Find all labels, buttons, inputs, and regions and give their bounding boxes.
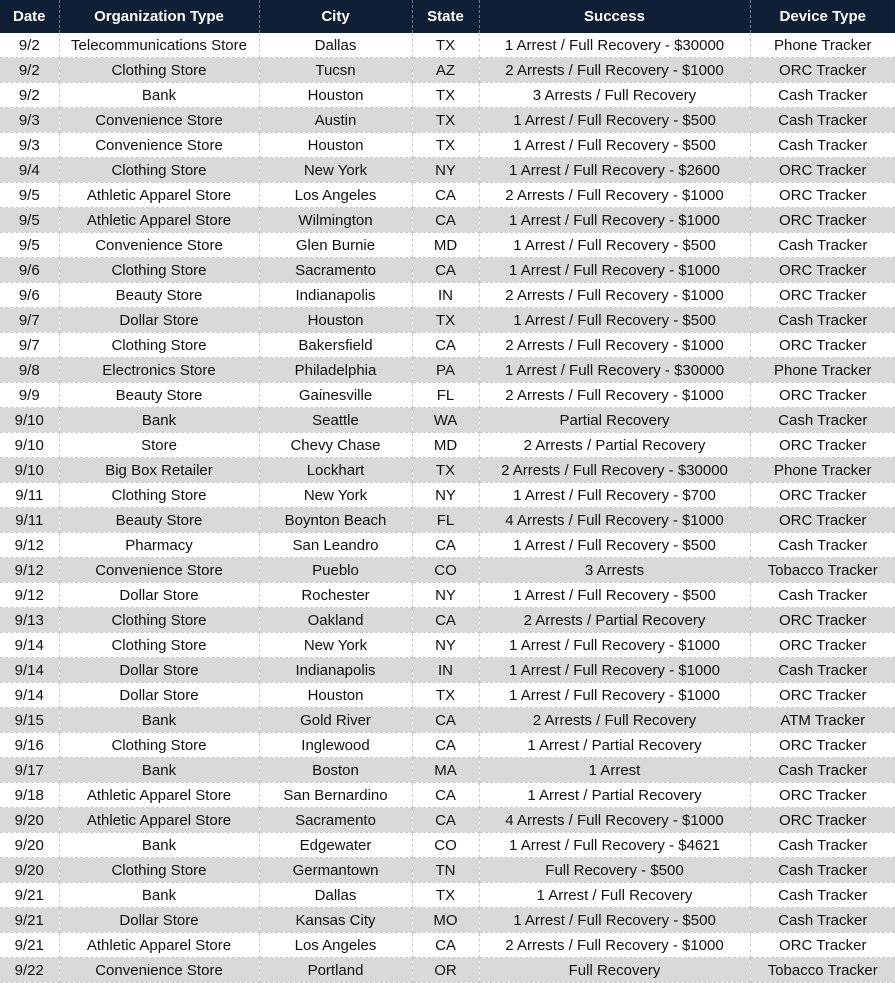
device-type-cell: ORC Tracker xyxy=(750,258,895,283)
city-cell: Los Angeles xyxy=(259,183,412,208)
header-date: Date xyxy=(0,0,59,33)
state-cell: AZ xyxy=(412,58,479,83)
device-type-cell: ORC Tracker xyxy=(750,808,895,833)
device-type-cell: Cash Tracker xyxy=(750,408,895,433)
table-body xyxy=(0,33,895,983)
organization-type-cell: Dollar Store xyxy=(59,658,259,683)
device-type-cell: Cash Tracker xyxy=(750,858,895,883)
date-cell: 9/2 xyxy=(0,58,59,83)
organization-type-cell: Bank xyxy=(59,883,259,908)
device-type-cell: Phone Tracker xyxy=(750,33,895,58)
success-cell: 1 Arrest / Full Recovery - $500 xyxy=(479,133,750,158)
success-cell: 2 Arrests / Full Recovery - $30000 xyxy=(479,458,750,483)
device-type-cell: ORC Tracker xyxy=(750,333,895,358)
success-cell: 1 Arrest xyxy=(479,758,750,783)
table-row xyxy=(0,633,895,658)
city-cell: Houston xyxy=(259,133,412,158)
device-type-cell: ORC Tracker xyxy=(750,508,895,533)
table-row xyxy=(0,58,895,83)
state-cell: CO xyxy=(412,833,479,858)
table-row xyxy=(0,158,895,183)
table-row xyxy=(0,658,895,683)
date-cell: 9/7 xyxy=(0,308,59,333)
table-row xyxy=(0,33,895,58)
device-type-cell: Phone Tracker xyxy=(750,358,895,383)
organization-type-cell: Convenience Store xyxy=(59,133,259,158)
table-row xyxy=(0,708,895,733)
date-cell: 9/10 xyxy=(0,408,59,433)
date-cell: 9/12 xyxy=(0,533,59,558)
state-cell: TX xyxy=(412,883,479,908)
state-cell: NY xyxy=(412,583,479,608)
table-row xyxy=(0,233,895,258)
state-cell: WA xyxy=(412,408,479,433)
device-type-cell: ORC Tracker xyxy=(750,208,895,233)
state-cell: CA xyxy=(412,208,479,233)
table-row xyxy=(0,808,895,833)
city-cell: Gainesville xyxy=(259,383,412,408)
device-type-cell: ORC Tracker xyxy=(750,783,895,808)
city-cell: Seattle xyxy=(259,408,412,433)
organization-type-cell: Dollar Store xyxy=(59,908,259,933)
device-type-cell: Phone Tracker xyxy=(750,458,895,483)
state-cell: CA xyxy=(412,183,479,208)
device-type-cell: ORC Tracker xyxy=(750,733,895,758)
state-cell: FL xyxy=(412,508,479,533)
state-cell: TX xyxy=(412,458,479,483)
state-cell: CA xyxy=(412,808,479,833)
organization-type-cell: Athletic Apparel Store xyxy=(59,183,259,208)
device-type-cell: Cash Tracker xyxy=(750,83,895,108)
date-cell: 9/5 xyxy=(0,183,59,208)
organization-type-cell: Bank xyxy=(59,833,259,858)
header-state: State xyxy=(412,0,479,33)
state-cell: CA xyxy=(412,533,479,558)
city-cell: Sacramento xyxy=(259,808,412,833)
date-cell: 9/11 xyxy=(0,483,59,508)
success-cell: 1 Arrest / Full Recovery - $1000 xyxy=(479,633,750,658)
organization-type-cell: Bank xyxy=(59,758,259,783)
organization-type-cell: Convenience Store xyxy=(59,958,259,983)
organization-type-cell: Store xyxy=(59,433,259,458)
success-cell: 2 Arrests / Full Recovery - $1000 xyxy=(479,383,750,408)
device-type-cell: Cash Tracker xyxy=(750,758,895,783)
state-cell: CA xyxy=(412,933,479,958)
state-cell: CA xyxy=(412,783,479,808)
state-cell: PA xyxy=(412,358,479,383)
table-row xyxy=(0,858,895,883)
city-cell: San Leandro xyxy=(259,533,412,558)
success-cell: 2 Arrests / Full Recovery xyxy=(479,708,750,733)
device-type-cell: ORC Tracker xyxy=(750,183,895,208)
organization-type-cell: Pharmacy xyxy=(59,533,259,558)
state-cell: IN xyxy=(412,283,479,308)
organization-type-cell: Convenience Store xyxy=(59,233,259,258)
device-type-cell: ATM Tracker xyxy=(750,708,895,733)
device-type-cell: Cash Tracker xyxy=(750,883,895,908)
table-row xyxy=(0,83,895,108)
state-cell: TX xyxy=(412,308,479,333)
city-cell: Pueblo xyxy=(259,558,412,583)
organization-type-cell: Athletic Apparel Store xyxy=(59,208,259,233)
table-row xyxy=(0,533,895,558)
organization-type-cell: Convenience Store xyxy=(59,558,259,583)
organization-type-cell: Beauty Store xyxy=(59,383,259,408)
success-cell: 1 Arrest / Full Recovery - $30000 xyxy=(479,33,750,58)
table-row xyxy=(0,483,895,508)
city-cell: New York xyxy=(259,633,412,658)
success-cell: 1 Arrest / Full Recovery - $30000 xyxy=(479,358,750,383)
city-cell: Lockhart xyxy=(259,458,412,483)
success-cell: 2 Arrests / Partial Recovery xyxy=(479,433,750,458)
header-city: City xyxy=(259,0,412,33)
table-row xyxy=(0,558,895,583)
success-cell: Full Recovery xyxy=(479,958,750,983)
city-cell: Rochester xyxy=(259,583,412,608)
table-row xyxy=(0,183,895,208)
device-type-cell: ORC Tracker xyxy=(750,683,895,708)
date-cell: 9/4 xyxy=(0,158,59,183)
date-cell: 9/6 xyxy=(0,258,59,283)
state-cell: CA xyxy=(412,333,479,358)
table-row xyxy=(0,458,895,483)
city-cell: Chevy Chase xyxy=(259,433,412,458)
city-cell: Houston xyxy=(259,683,412,708)
date-cell: 9/21 xyxy=(0,933,59,958)
success-cell: Partial Recovery xyxy=(479,408,750,433)
organization-type-cell: Clothing Store xyxy=(59,633,259,658)
success-cell: 4 Arrests / Full Recovery - $1000 xyxy=(479,808,750,833)
device-type-cell: Cash Tracker xyxy=(750,908,895,933)
date-cell: 9/20 xyxy=(0,833,59,858)
success-cell: 1 Arrest / Full Recovery - $1000 xyxy=(479,658,750,683)
state-cell: CA xyxy=(412,708,479,733)
device-type-cell: Tobacco Tracker xyxy=(750,958,895,983)
table-row xyxy=(0,358,895,383)
state-cell: CO xyxy=(412,558,479,583)
organization-type-cell: Bank xyxy=(59,708,259,733)
city-cell: Germantown xyxy=(259,858,412,883)
organization-type-cell: Bank xyxy=(59,408,259,433)
date-cell: 9/12 xyxy=(0,583,59,608)
state-cell: TX xyxy=(412,133,479,158)
organization-type-cell: Convenience Store xyxy=(59,108,259,133)
device-type-cell: ORC Tracker xyxy=(750,58,895,83)
organization-type-cell: Clothing Store xyxy=(59,483,259,508)
date-cell: 9/20 xyxy=(0,858,59,883)
header-organization-type: Organization Type xyxy=(59,0,259,33)
table-row xyxy=(0,683,895,708)
city-cell: Oakland xyxy=(259,608,412,633)
success-cell: 1 Arrest / Full Recovery - $1000 xyxy=(479,258,750,283)
city-cell: Indianapolis xyxy=(259,658,412,683)
date-cell: 9/21 xyxy=(0,883,59,908)
date-cell: 9/14 xyxy=(0,683,59,708)
date-cell: 9/5 xyxy=(0,233,59,258)
table-row xyxy=(0,133,895,158)
device-type-cell: ORC Tracker xyxy=(750,158,895,183)
date-cell: 9/21 xyxy=(0,908,59,933)
organization-type-cell: Dollar Store xyxy=(59,583,259,608)
organization-type-cell: Clothing Store xyxy=(59,258,259,283)
date-cell: 9/20 xyxy=(0,808,59,833)
date-cell: 9/9 xyxy=(0,383,59,408)
state-cell: FL xyxy=(412,383,479,408)
city-cell: Wilmington xyxy=(259,208,412,233)
date-cell: 9/8 xyxy=(0,358,59,383)
date-cell: 9/2 xyxy=(0,83,59,108)
date-cell: 9/10 xyxy=(0,433,59,458)
organization-type-cell: Bank xyxy=(59,83,259,108)
table-row xyxy=(0,833,895,858)
success-cell: 2 Arrests / Full Recovery - $1000 xyxy=(479,933,750,958)
organization-type-cell: Athletic Apparel Store xyxy=(59,933,259,958)
state-cell: TX xyxy=(412,108,479,133)
device-type-cell: Cash Tracker xyxy=(750,533,895,558)
success-cell: 1 Arrest / Full Recovery - $500 xyxy=(479,233,750,258)
state-cell: NY xyxy=(412,633,479,658)
organization-type-cell: Clothing Store xyxy=(59,58,259,83)
state-cell: NY xyxy=(412,158,479,183)
state-cell: OR xyxy=(412,958,479,983)
device-type-cell: ORC Tracker xyxy=(750,933,895,958)
table-row xyxy=(0,733,895,758)
device-type-cell: ORC Tracker xyxy=(750,383,895,408)
success-cell: Full Recovery - $500 xyxy=(479,858,750,883)
date-cell: 9/5 xyxy=(0,208,59,233)
device-type-cell: ORC Tracker xyxy=(750,483,895,508)
header-row xyxy=(0,0,895,33)
organization-type-cell: Dollar Store xyxy=(59,683,259,708)
date-cell: 9/17 xyxy=(0,758,59,783)
success-cell: 2 Arrests / Full Recovery - $1000 xyxy=(479,283,750,308)
success-cell: 1 Arrest / Partial Recovery xyxy=(479,783,750,808)
state-cell: TN xyxy=(412,858,479,883)
date-cell: 9/15 xyxy=(0,708,59,733)
city-cell: Boston xyxy=(259,758,412,783)
table-row xyxy=(0,758,895,783)
success-cell: 1 Arrest / Full Recovery xyxy=(479,883,750,908)
city-cell: Sacramento xyxy=(259,258,412,283)
state-cell: MD xyxy=(412,233,479,258)
date-cell: 9/18 xyxy=(0,783,59,808)
table-row xyxy=(0,208,895,233)
state-cell: MA xyxy=(412,758,479,783)
table-row xyxy=(0,308,895,333)
organization-type-cell: Clothing Store xyxy=(59,858,259,883)
success-cell: 1 Arrest / Full Recovery - $2600 xyxy=(479,158,750,183)
success-cell: 2 Arrests / Full Recovery - $1000 xyxy=(479,58,750,83)
table-row xyxy=(0,108,895,133)
device-type-cell: Cash Tracker xyxy=(750,583,895,608)
success-cell: 2 Arrests / Full Recovery - $1000 xyxy=(479,183,750,208)
success-cell: 3 Arrests xyxy=(479,558,750,583)
success-cell: 1 Arrest / Full Recovery - $4621 xyxy=(479,833,750,858)
device-type-cell: Tobacco Tracker xyxy=(750,558,895,583)
table-row xyxy=(0,783,895,808)
city-cell: Philadelphia xyxy=(259,358,412,383)
device-type-cell: Cash Tracker xyxy=(750,308,895,333)
table-row xyxy=(0,958,895,983)
date-cell: 9/3 xyxy=(0,133,59,158)
organization-type-cell: Telecommunications Store xyxy=(59,33,259,58)
table-row xyxy=(0,508,895,533)
table-row xyxy=(0,608,895,633)
table-row xyxy=(0,908,895,933)
table-row xyxy=(0,883,895,908)
success-cell: 4 Arrests / Full Recovery - $1000 xyxy=(479,508,750,533)
device-type-cell: Cash Tracker xyxy=(750,658,895,683)
date-cell: 9/14 xyxy=(0,658,59,683)
date-cell: 9/3 xyxy=(0,108,59,133)
success-cell: 1 Arrest / Full Recovery - $700 xyxy=(479,483,750,508)
date-cell: 9/2 xyxy=(0,33,59,58)
organization-type-cell: Electronics Store xyxy=(59,358,259,383)
city-cell: Indianapolis xyxy=(259,283,412,308)
organization-type-cell: Clothing Store xyxy=(59,608,259,633)
state-cell: TX xyxy=(412,83,479,108)
city-cell: Inglewood xyxy=(259,733,412,758)
city-cell: New York xyxy=(259,483,412,508)
success-cell: 2 Arrests / Full Recovery - $1000 xyxy=(479,333,750,358)
state-cell: MD xyxy=(412,433,479,458)
organization-type-cell: Big Box Retailer xyxy=(59,458,259,483)
success-cell: 1 Arrest / Full Recovery - $500 xyxy=(479,908,750,933)
city-cell: Bakersfield xyxy=(259,333,412,358)
organization-type-cell: Dollar Store xyxy=(59,308,259,333)
date-cell: 9/6 xyxy=(0,283,59,308)
date-cell: 9/22 xyxy=(0,958,59,983)
success-cell: 3 Arrests / Full Recovery xyxy=(479,83,750,108)
table-row xyxy=(0,583,895,608)
city-cell: Boynton Beach xyxy=(259,508,412,533)
date-cell: 9/14 xyxy=(0,633,59,658)
organization-type-cell: Athletic Apparel Store xyxy=(59,808,259,833)
success-cell: 1 Arrest / Full Recovery - $500 xyxy=(479,308,750,333)
header-success: Success xyxy=(479,0,750,33)
date-cell: 9/12 xyxy=(0,558,59,583)
success-cell: 1 Arrest / Full Recovery - $500 xyxy=(479,583,750,608)
organization-type-cell: Beauty Store xyxy=(59,508,259,533)
city-cell: San Bernardino xyxy=(259,783,412,808)
success-cell: 1 Arrest / Full Recovery - $1000 xyxy=(479,683,750,708)
date-cell: 9/11 xyxy=(0,508,59,533)
success-cell: 1 Arrest / Full Recovery - $500 xyxy=(479,108,750,133)
date-cell: 9/13 xyxy=(0,608,59,633)
city-cell: Kansas City xyxy=(259,908,412,933)
date-cell: 9/16 xyxy=(0,733,59,758)
city-cell: Glen Burnie xyxy=(259,233,412,258)
device-type-cell: ORC Tracker xyxy=(750,633,895,658)
city-cell: New York xyxy=(259,158,412,183)
success-cell: 1 Arrest / Partial Recovery xyxy=(479,733,750,758)
city-cell: Dallas xyxy=(259,883,412,908)
organization-type-cell: Clothing Store xyxy=(59,733,259,758)
header-device-type: Device Type xyxy=(750,0,895,33)
device-type-cell: Cash Tracker xyxy=(750,133,895,158)
table-row xyxy=(0,383,895,408)
device-type-cell: Cash Tracker xyxy=(750,108,895,133)
date-cell: 9/10 xyxy=(0,458,59,483)
table-row xyxy=(0,283,895,308)
state-cell: IN xyxy=(412,658,479,683)
organization-type-cell: Athletic Apparel Store xyxy=(59,783,259,808)
success-cell: 1 Arrest / Full Recovery - $500 xyxy=(479,533,750,558)
organization-type-cell: Beauty Store xyxy=(59,283,259,308)
device-type-cell: ORC Tracker xyxy=(750,283,895,308)
city-cell: Gold River xyxy=(259,708,412,733)
city-cell: Austin xyxy=(259,108,412,133)
date-cell: 9/7 xyxy=(0,333,59,358)
device-type-cell: Cash Tracker xyxy=(750,833,895,858)
state-cell: CA xyxy=(412,258,479,283)
state-cell: MO xyxy=(412,908,479,933)
table-row xyxy=(0,258,895,283)
state-cell: NY xyxy=(412,483,479,508)
device-type-cell: ORC Tracker xyxy=(750,608,895,633)
city-cell: Dallas xyxy=(259,33,412,58)
success-cell: 2 Arrests / Partial Recovery xyxy=(479,608,750,633)
city-cell: Houston xyxy=(259,308,412,333)
state-cell: TX xyxy=(412,33,479,58)
table-row xyxy=(0,933,895,958)
city-cell: Tucsn xyxy=(259,58,412,83)
device-type-cell: Cash Tracker xyxy=(750,233,895,258)
table-row xyxy=(0,433,895,458)
state-cell: CA xyxy=(412,733,479,758)
table-row xyxy=(0,408,895,433)
city-cell: Portland xyxy=(259,958,412,983)
city-cell: Los Angeles xyxy=(259,933,412,958)
success-cell: 1 Arrest / Full Recovery - $1000 xyxy=(479,208,750,233)
state-cell: TX xyxy=(412,683,479,708)
organization-type-cell: Clothing Store xyxy=(59,158,259,183)
city-cell: Edgewater xyxy=(259,833,412,858)
device-type-cell: ORC Tracker xyxy=(750,433,895,458)
city-cell: Houston xyxy=(259,83,412,108)
table-row xyxy=(0,333,895,358)
organization-type-cell: Clothing Store xyxy=(59,333,259,358)
state-cell: CA xyxy=(412,608,479,633)
